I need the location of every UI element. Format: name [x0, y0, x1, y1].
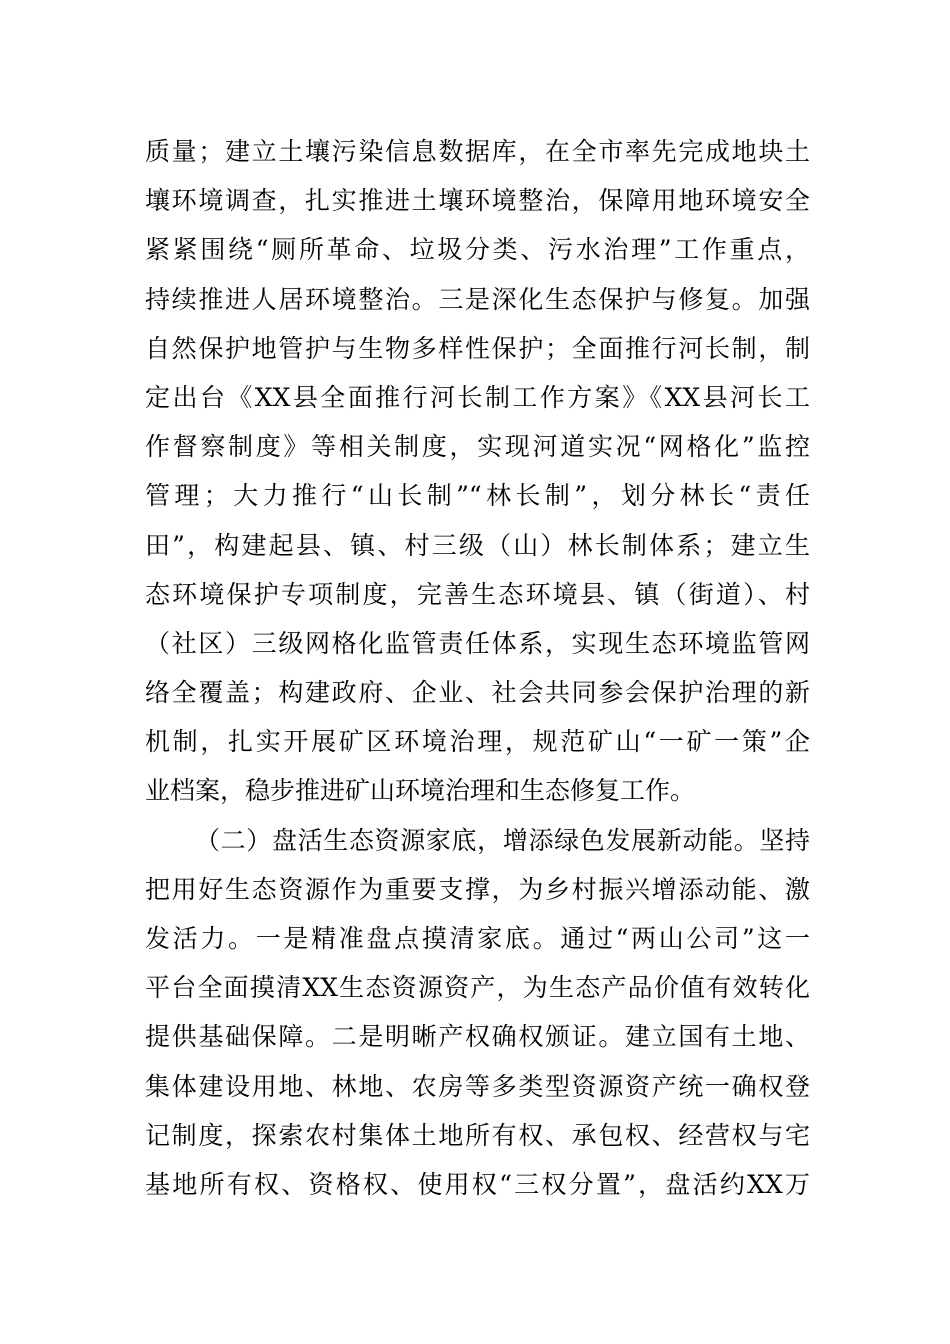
text-line: 自然保护地管护与生物多样性保护；全面推行河长制，制 — [145, 333, 810, 363]
text-line: 机制，扎实开展矿区环境治理，规范矿山“一矿一策”企 — [145, 727, 810, 757]
text-line: 平台全面摸清XX生态资源资产，为生态产品价值有效转化 — [145, 973, 810, 1003]
text-line: 田”，构建起县、镇、村三级（山）林长制体系；建立生 — [145, 530, 810, 560]
text-line: （社区）三级网格化监管责任体系，实现生态环境监管网 — [145, 628, 810, 658]
body-text — [145, 127, 810, 1209]
text-line: 持续推进人居环境整治。三是深化生态保护与修复。加强 — [145, 284, 810, 314]
text-line: 质量；建立土壤污染信息数据库，在全市率先完成地块土 — [145, 137, 810, 166]
text-line: 络全覆盖；构建政府、企业、社会共同参会保护治理的新 — [145, 678, 810, 708]
text-line: 管理；大力推行“山长制”“林长制”，划分林长“责任 — [145, 481, 810, 511]
text-line: 紧紧围绕“厕所革命、垃圾分类、污水治理”工作重点， — [145, 235, 810, 265]
text-line: 集体建设用地、林地、农房等多类型资源资产统一确权登 — [145, 1071, 810, 1101]
text-line: 提供基础保障。二是明晰产权确权颁证。建立国有土地、 — [145, 1022, 810, 1052]
text-line: 壤环境调查，扎实推进土壤环境整治，保障用地环境安全 — [145, 186, 810, 216]
text-line: 把用好生态资源作为重要支撑，为乡村振兴增添动能、激 — [145, 874, 810, 904]
text-line: 基地所有权、资格权、使用权“三权分置”，盘活约XX万 — [145, 1169, 810, 1199]
section-heading-line: （二）盘活生态资源家底，增添绿色发展新动能。坚持 — [195, 825, 810, 855]
text-line: 作督察制度》等相关制度，实现河道实况“网格化”监控 — [145, 432, 810, 462]
text-line: 态环境保护专项制度，完善生态环境县、镇（街道）、村 — [145, 579, 810, 609]
text-line: 记制度，探索农村集体土地所有权、承包权、经营权与宅 — [145, 1120, 810, 1150]
text-line: 定出台《XX县全面推行河长制工作方案》《XX县河长工 — [145, 382, 810, 412]
text-line: 发活力。一是精准盘点摸清家底。通过“两山公司”这一 — [145, 924, 810, 953]
paragraph-end-line: 业档案，稳步推进矿山环境治理和生态修复工作。 — [145, 776, 696, 806]
